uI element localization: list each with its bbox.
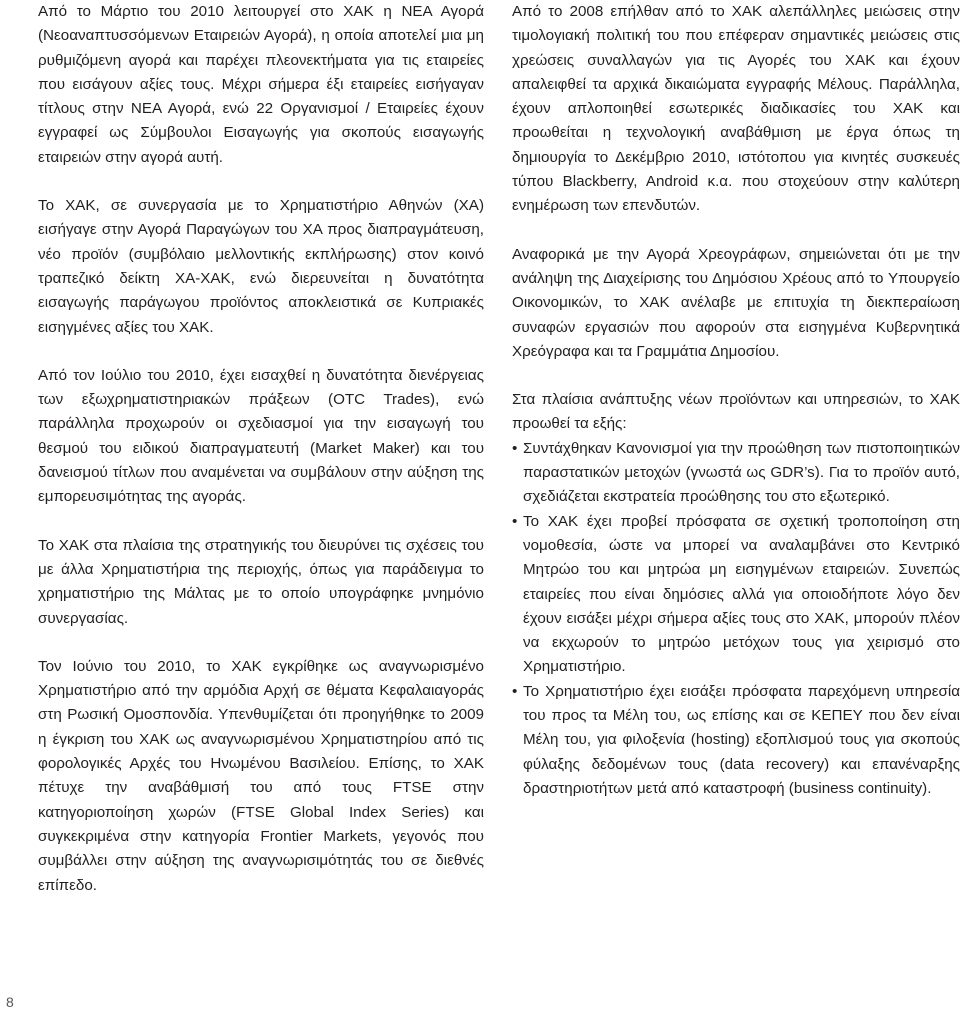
bullet-text: Το Χρηματιστήριο έχει εισάξει πρόσφατα παρεχόμενη υπηρεσία του προς τα Μέλη του, ως επίσης και σε ΚΕΠΕΥ που δεν είναι Μέλη του, για φιλοξενία (hosting) εξοπλισμού τους για σκοπούς φύλαξης δεδομένων τους (data recovery) και επανέναρξης δραστηριοτήτων μετά από καταστροφή (business continuity).: [523, 682, 960, 797]
bullet-marker: •: [512, 682, 518, 700]
paragraph-recognition: Τον Ιούνιο του 2010, το ΧΑΚ εγκρίθηκε ως αναγνωρισμένο Χρηματιστήριο από την αρμόδια Αρχή σε θέματα Κεφαλαιαγοράς στη Ρωσική Ομοσπονδία. Υπενθυμίζεται ότι προηγήθηκε το 2009 η έγκριση του ΧΑΚ ως αναγνωρισμένου Χρηματιστηρίου από τις φορολογικές Αρχές του Ηνωμένου Βασιλείου. Επίσης, το ΧΑΚ πέτυχε την αναβάθμισή του από τους FTSE στην κατηγοριοποίηση χωρών (FTSE Global Index Series) και συγκεκριμένα στην κατηγορία Frontier Markets, γεγονός που συμβάλλει στην αύξηση της αναγνωρισιμότητάς του σε διεθνές επίπεδο.: [38, 657, 484, 894]
paragraph-pricing-policy: Από το 2008 επήλθαν από το ΧΑΚ αλεπάλληλες μειώσεις στην τιμολογιακή πολιτική του που επέφεραν σημαντικές μειώσεις στις χρεώσεις συναλλαγών για τις Αγορές του ΧΑΚ και έχουν απαλειφθεί τα αρχικά δικαιώματα εγγραφής Μέλους. Παράλληλα, έχουν απλοποιηθεί εσωτερικές διαδικασίες του ΧΑΚ και προωθείται η τεχνολογική αναβάθμιση με έργα όπως τη δημιουργία το Δεκέμβριο 2010, ιστότοπου για κινητές συσκευές τύπου Blackberry, Android κ.α. που στοχεύουν στην καλύτερη ενημέρωση των επενδυτών.: [512, 3, 960, 215]
bullet-text: Το ΧΑΚ έχει προβεί πρόσφατα σε σχετική τροποποίηση στη νομοθεσία, ώστε να μπορεί να αναλαμβάνει στο Κεντρικό Μητρώο του και μητρώα μη εισηγμένων εταιρειών. Συνεπώς εταιρείες που είναι δημόσιες αλλά για οποιοδήποτε λόγο δεν έχουν εισάξει μέχρι σήμερα αξίες τους στο ΧΑΚ, μπορούν πλέον να εκχωρούν το μητρώο μετόχων τους για χειρισμό στο Χρηματιστήριο.: [523, 512, 960, 676]
paragraph-otc-trades: Από τον Ιούλιο του 2010, έχει εισαχθεί η δυνατότητα διενέργειας των εξωχρηματιστηριακών πράξεων (OTC Trades), ενώ παράλληλα προχωρούν οι σχεδιασμοί για την εισαγωγή του θεσμού του ειδικού διαπραγματευτή (Market Maker) και του δανεισμού τίτλων που αναμένεται να συμβάλουν στην αύξηση της εμπορευσιμότητας της αγοράς.: [38, 366, 484, 506]
paragraph-derivatives: Το ΧΑΚ, σε συνεργασία με το Χρηματιστήριο Αθηνών (ΧΑ) εισήγαγε στην Αγορά Παραγώγων του ΧΑ προς διαπραγμάτευση, νέο προϊόν (συμβόλαιο μελλοντικής εκπλήρωσης) στον κοινό τραπεζικό δείκτη ΧΑ-ΧΑΚ, ενώ διερευνείται η δυνατότητα εισαγωγής παράγωγου προϊόντος αποκλειστικά σε Κυπριακές εισηγμένες αξίες του ΧΑΚ.: [38, 197, 484, 336]
paragraph-nea-agora: Από το Μάρτιο του 2010 λειτουργεί στο ΧΑΚ η ΝΕΑ Αγορά (Νεοαναπτυσσόμενων Εταιρειών Αγορά), η οποία αποτελεί μια μη ρυθμιζόμενη αγορά και παρέχει πλεονεκτήματα για τις εταιρείες που εισάγουν αξίες τους. Μέχρι σήμερα έξι εταιρείες εισήγαγαν τίτλους στην ΝΕΑ Αγορά, ενώ 22 Οργανισμοί / Εταιρείες έχουν εγγραφεί ως Σύμβουλοι Εισαγωγής για σκοπούς εισαγωγής εταιρειών στην αγορά αυτή.: [38, 3, 484, 166]
paragraph-new-products-intro: Στα πλαίσια ανάπτυξης νέων προϊόντων και υπηρεσιών, το ΧΑΚ προωθεί τα εξής:: [512, 391, 960, 433]
bullet-text: Συντάχθηκαν Κανονισμοί για την προώθηση των πιστοποιητικών παραστατικών μετοχών (γνωστά ως GDR’s). Για το προϊόν αυτό, σχεδιάζεται εκστρατεία προώθησης του στο εξωτερικό.: [523, 439, 960, 506]
bullet-marker: •: [512, 512, 518, 530]
right-column: [512, 0, 960, 801]
bullet-item-registry: [512, 510, 960, 680]
bullet-item-hosting: [512, 680, 960, 801]
bullet-item-gdr: [512, 437, 960, 510]
paragraph-bonds-market: Αναφορικά με την Αγορά Χρεογράφων, σημειώνεται ότι με την ανάληψη της Διαχείρισης του Δημόσιου Χρέους από το Υπουργείο Οικονομικών, το ΧΑΚ ανέλαβε με επιτυχία τη διεκπεραίωση συναφών εργασιών που αφορούν στα εισηγμένα Κυβερνητικά Χρεόγραφα και τα Γραμμάτια Δημοσίου.: [512, 245, 960, 360]
bullet-marker: •: [512, 439, 518, 457]
paragraph-regional-relations: Το ΧΑΚ στα πλαίσια της στρατηγικής του διευρύνει τις σχέσεις του με άλλα Χρηματιστήρια της περιοχής, όπως για παράδειγμα το χρηματιστήριο της Μάλτας με το οποίο υπογράφηκε μνημόνιο συνεργασίας.: [38, 536, 484, 627]
page-number: 8: [6, 994, 14, 1010]
left-column: [38, 0, 484, 898]
